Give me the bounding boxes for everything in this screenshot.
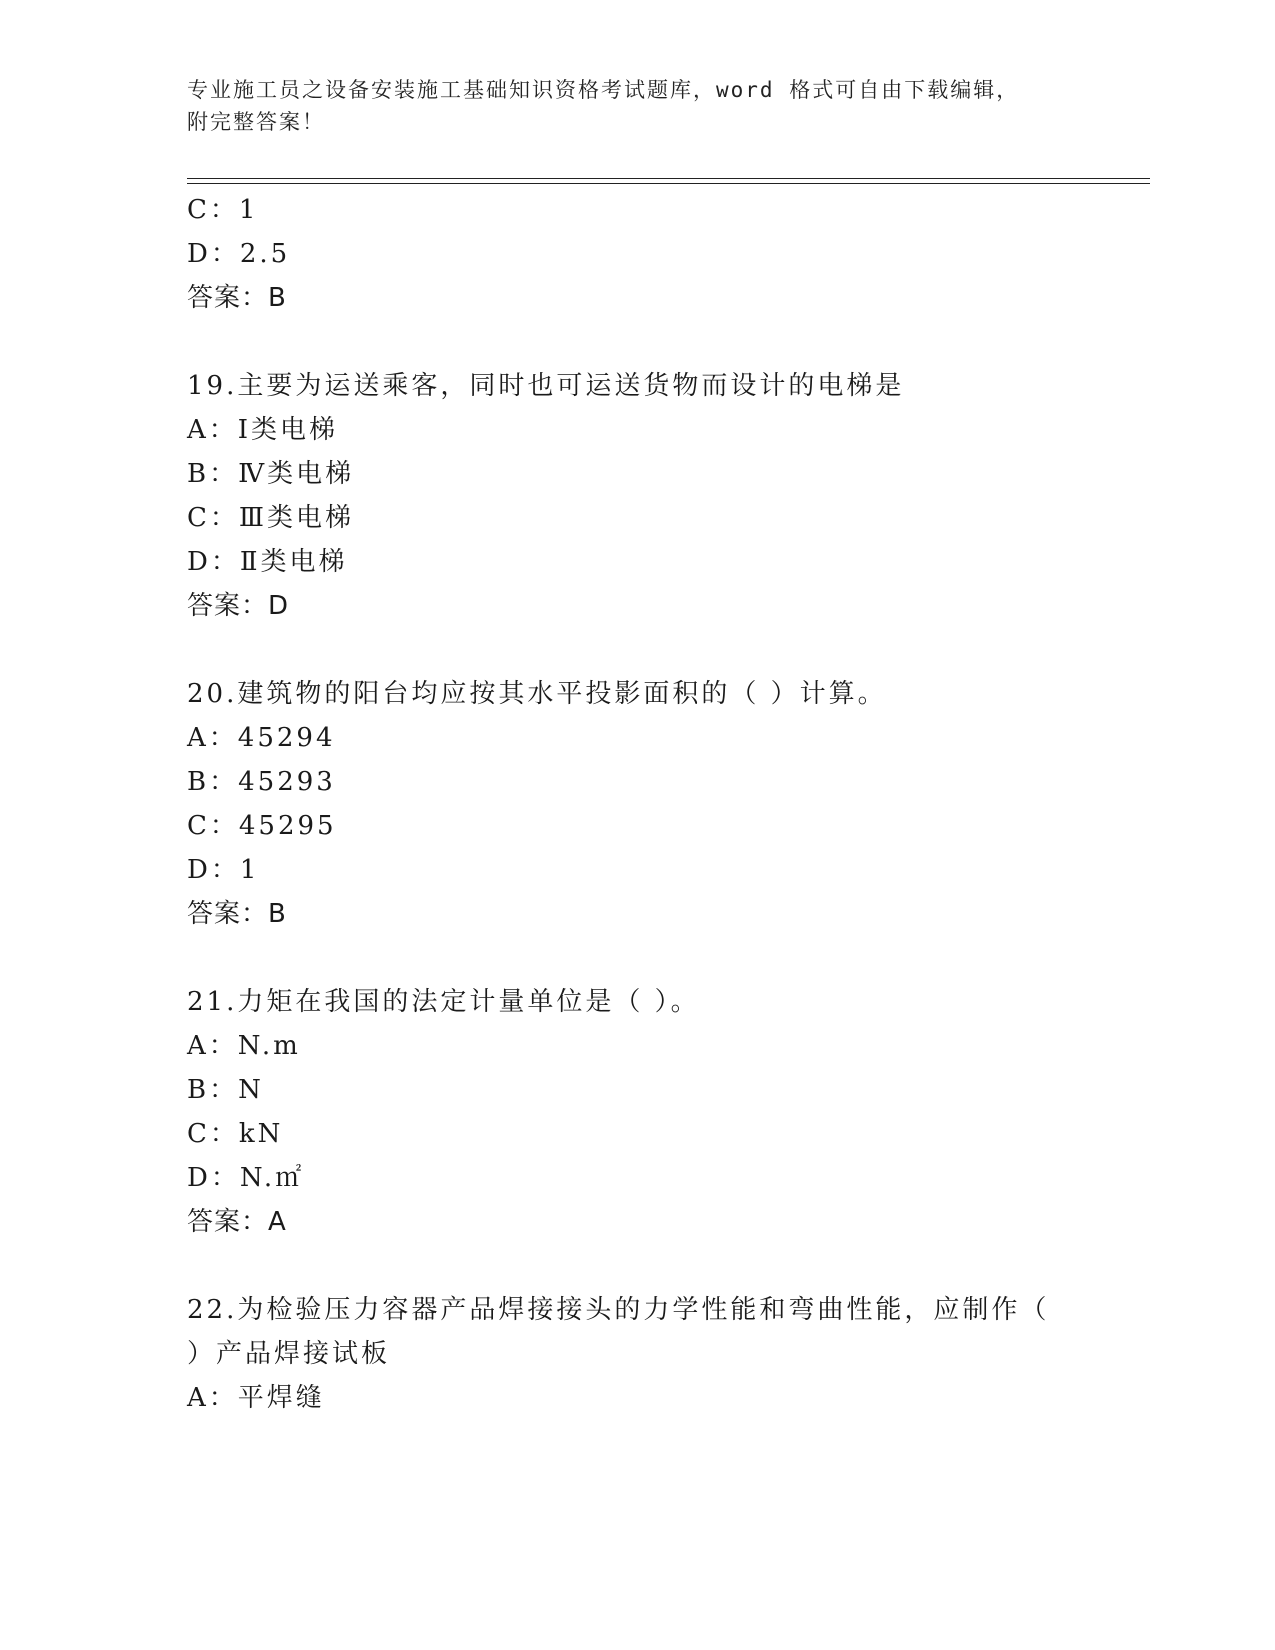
option-c: C：1 <box>187 195 259 225</box>
answer-line: 答案：A <box>187 1207 287 1237</box>
header-line-1: 专业施工员之设备安装施工基础知识资格考试题库，word 格式可自由下载编辑， <box>187 78 1020 102</box>
header-divider-top <box>187 178 1150 179</box>
option-b: B：45293 <box>187 767 336 797</box>
question-stem-21: 21.力矩在我国的法定计量单位是（ ）。 <box>187 987 700 1017</box>
option-a: A：Ⅰ类电梯 <box>187 415 339 445</box>
question-stem-22-line-2: ）产品焊接试板 <box>187 1339 391 1369</box>
option-c: C：45295 <box>187 811 337 841</box>
option-d: D：1 <box>187 855 260 885</box>
option-b: B：N <box>187 1075 264 1105</box>
answer-line: 答案：D <box>187 591 290 621</box>
option-d: D：2.5 <box>187 239 291 269</box>
header-line-2: 附完整答案！ <box>187 110 325 134</box>
question-stem-22-line-1: 22.为检验压力容器产品焊接接头的力学性能和弯曲性能，应制作（ <box>187 1295 1050 1325</box>
option-c: C：kN <box>187 1119 284 1149</box>
question-stem-20: 20.建筑物的阳台均应按其水平投影面积的（ ）计算。 <box>187 679 887 709</box>
answer-line: 答案：B <box>187 899 287 929</box>
option-a: A：N.m <box>187 1031 301 1061</box>
option-b: B：Ⅳ类电梯 <box>187 459 355 489</box>
document-header <box>187 74 1087 138</box>
option-d: D：N.㎡ <box>187 1163 305 1193</box>
header-divider-bottom <box>187 183 1150 184</box>
answer-line: 答案：B <box>187 283 287 313</box>
option-d: D：Ⅱ类电梯 <box>187 547 348 577</box>
question-stem-19: 19.主要为运送乘客，同时也可运送货物而设计的电梯是 <box>187 371 905 401</box>
option-a: A：平焊缝 <box>187 1383 325 1413</box>
option-a: A：45294 <box>187 723 336 753</box>
option-c: C：Ⅲ类电梯 <box>187 503 354 533</box>
